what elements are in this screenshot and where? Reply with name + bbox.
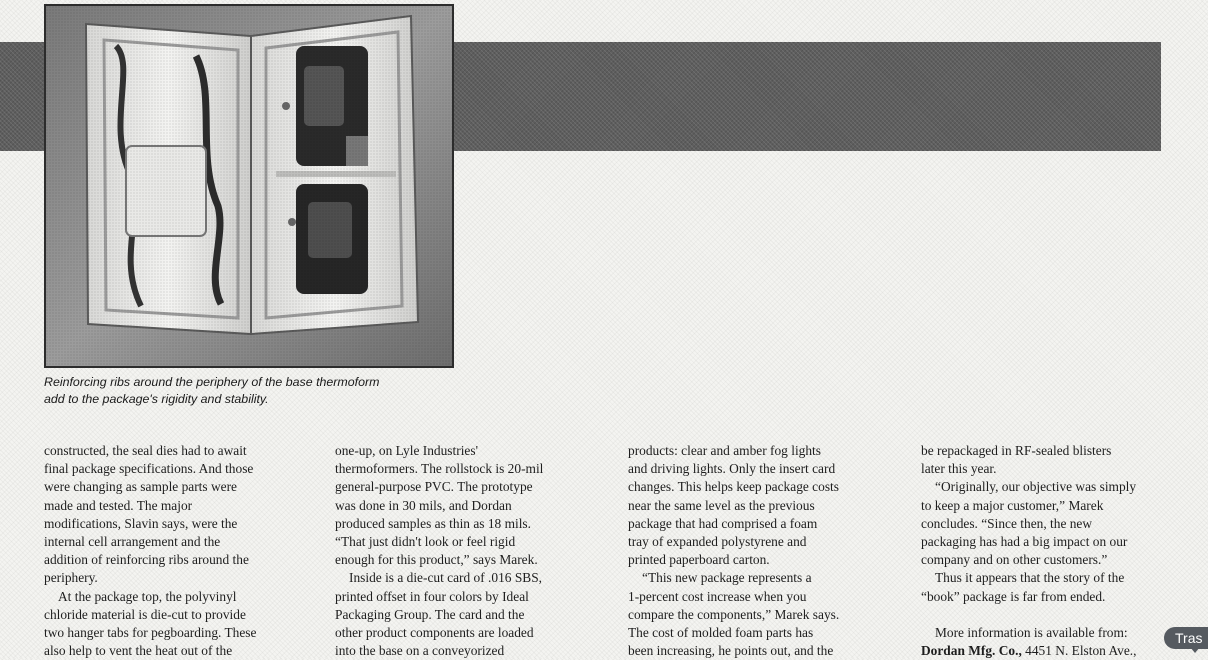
package-photo-illustration bbox=[46, 6, 452, 366]
company-name: Dordan Mfg. Co., bbox=[921, 643, 1022, 659]
text-line: near the same level as the previous bbox=[628, 497, 815, 513]
text-line: company and on other customers.” bbox=[921, 552, 1108, 568]
article-column-2 bbox=[335, 442, 543, 660]
caption-line: add to the package's rigidity and stability. bbox=[44, 392, 269, 406]
text-line: compare the components,” Marek says. bbox=[628, 606, 840, 622]
text-line: final package specifications. And those bbox=[44, 461, 254, 477]
article-column-4 bbox=[921, 442, 1136, 660]
text-line: chloride material is die-cut to provide bbox=[44, 606, 246, 622]
text-line: two hanger tabs for pegboarding. These bbox=[44, 625, 257, 641]
text-line: other product components are loaded bbox=[335, 625, 534, 641]
text-line: tray of expanded polystyrene and bbox=[628, 534, 807, 550]
text-line: products: clear and amber fog lights bbox=[628, 443, 821, 458]
text-line: Inside is a die-cut card of .016 SBS, bbox=[349, 570, 543, 586]
text-line: was done in 30 mils, and Dordan bbox=[335, 497, 512, 513]
text-line: been increasing, he points out, and the bbox=[628, 643, 834, 659]
text-line: were changing as sample parts were bbox=[44, 479, 237, 495]
text-line: concludes. “Since then, the new bbox=[921, 515, 1093, 531]
company-address: 4451 N. Elston Ave., bbox=[1021, 643, 1137, 659]
text-line: Thus it appears that the story of the bbox=[935, 570, 1125, 586]
company-line bbox=[921, 642, 1136, 660]
text-line: 1-percent cost increase when you bbox=[628, 588, 807, 604]
text-line: into the base on a conveyorized bbox=[335, 643, 505, 659]
text-line: packaging has had a big impact on our bbox=[921, 534, 1128, 550]
text-line: Packaging Group. The card and the bbox=[335, 606, 525, 622]
text-line: periphery. bbox=[44, 570, 98, 586]
text-line: “That just didn't look or feel rigid bbox=[335, 534, 516, 550]
text-line: “This new package represents a bbox=[642, 570, 812, 586]
translate-button-pointer bbox=[1190, 647, 1200, 653]
package-photo bbox=[44, 4, 454, 368]
text-line: made and tested. The major bbox=[44, 497, 193, 513]
article-column-3 bbox=[628, 442, 839, 660]
text-line: package that had comprised a foam bbox=[628, 515, 818, 531]
more-info-line: More information is available from: bbox=[935, 624, 1128, 640]
text-line: internal cell arrangement and the bbox=[44, 534, 221, 550]
text-line: general-purpose PVC. The prototype bbox=[335, 479, 533, 495]
caption-line: Reinforcing ribs around the periphery of the base thermoform bbox=[44, 375, 380, 389]
text-line: addition of reinforcing ribs around the bbox=[44, 552, 249, 568]
text-line: later this year. bbox=[921, 461, 997, 477]
text-line: enough for this product,” says Marek. bbox=[335, 552, 538, 568]
text-line: “Originally, our objective was simply bbox=[935, 479, 1137, 495]
photo-caption bbox=[44, 374, 464, 408]
text-line: also help to vent the heat out of the bbox=[44, 643, 233, 659]
text-line: produced samples as thin as 18 mils. bbox=[335, 515, 531, 531]
text-line: be repackaged in RF-sealed blisters bbox=[921, 443, 1112, 458]
text-line: constructed, the seal dies had to await bbox=[44, 443, 247, 458]
text-line: and driving lights. Only the insert card bbox=[628, 461, 836, 477]
text-line: one-up, on Lyle Industries' bbox=[335, 443, 478, 458]
article-column-1 bbox=[44, 442, 256, 660]
text-line: printed offset in four colors by Ideal bbox=[335, 588, 529, 604]
text-line: changes. This helps keep package costs bbox=[628, 479, 839, 495]
text-line: The cost of molded foam parts has bbox=[628, 625, 814, 641]
text-line: printed paperboard carton. bbox=[628, 552, 770, 568]
text-line: to keep a major customer,” Marek bbox=[921, 497, 1104, 513]
text-line: “book” package is far from ended. bbox=[921, 588, 1106, 604]
text-line: thermoformers. The rollstock is 20-mil bbox=[335, 461, 544, 477]
text-line: modifications, Slavin says, were the bbox=[44, 515, 238, 531]
translate-button[interactable]: Tras bbox=[1164, 627, 1208, 649]
text-line: At the package top, the polyvinyl bbox=[58, 588, 237, 604]
